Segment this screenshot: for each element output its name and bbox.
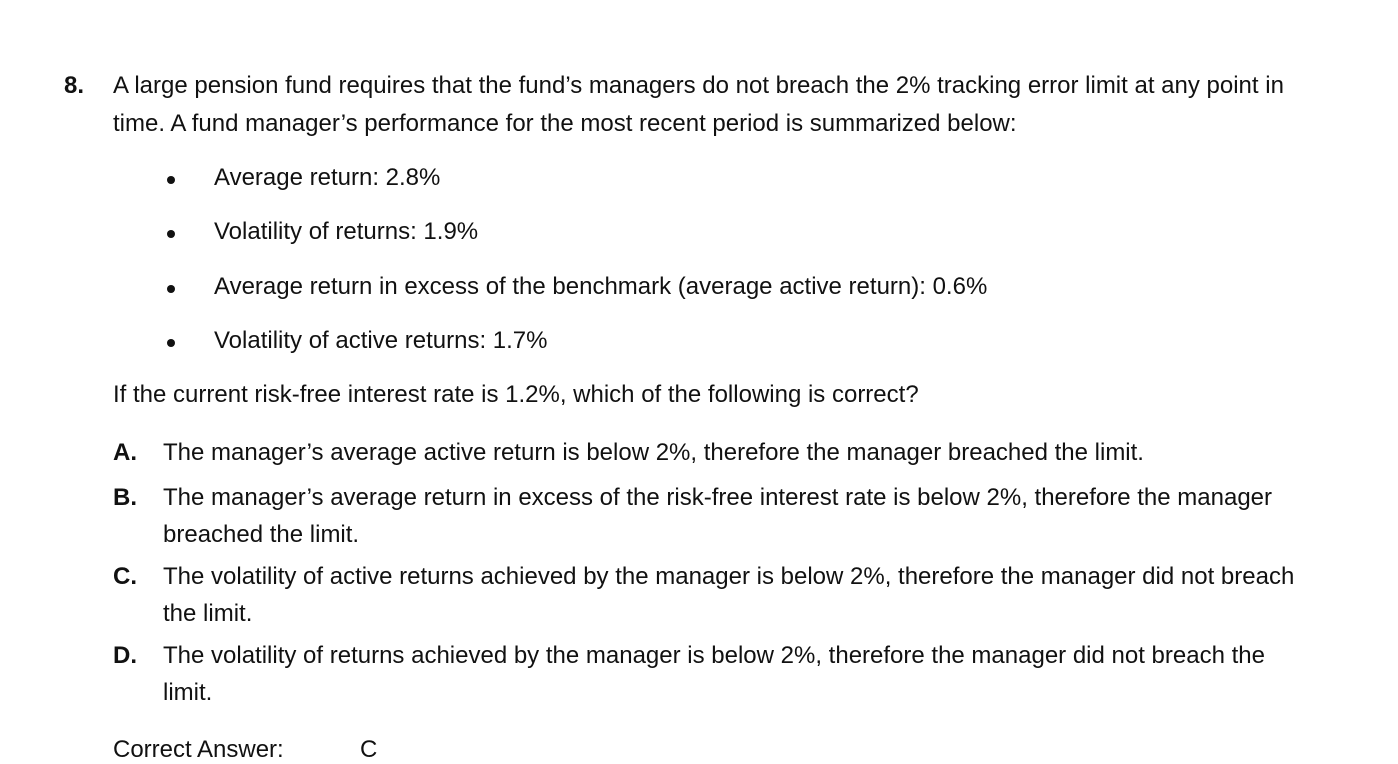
option-text-line: breached the limit. — [163, 521, 360, 548]
option-text-line: The volatility of returns achieved by the manager is below 2%, therefore the manager did not breach the — [163, 642, 1265, 669]
bullet-icon — [167, 230, 175, 238]
option-text-line: the limit. — [163, 600, 253, 627]
question-stem-line-1: A large pension fund requires that the fund’s managers do not breach the 2% tracking error limit at any point in — [113, 72, 1284, 99]
correct-answer-value: C — [360, 736, 378, 763]
bullet-text: Volatility of active returns: 1.7% — [214, 327, 548, 354]
bullet-icon — [167, 285, 175, 293]
option-text-line: The volatility of active returns achieved by the manager is below 2%, therefore the manager did not breach — [163, 563, 1295, 590]
correct-answer-label: Correct Answer: — [113, 736, 284, 763]
question-stem-line-2: time. A fund manager’s performance for the most recent period is summarized below: — [113, 110, 1017, 137]
option-letter: A. — [113, 439, 137, 466]
bullet-icon — [167, 176, 175, 184]
option-letter: B. — [113, 484, 137, 511]
question-prompt: If the current risk-free interest rate is 1.2%, which of the following is correct? — [113, 381, 919, 408]
option-text-line: limit. — [163, 679, 213, 706]
option-letter: C. — [113, 563, 137, 590]
bullet-text: Volatility of returns: 1.9% — [214, 218, 479, 245]
bullet-text: Average return in excess of the benchmark (average active return): 0.6% — [214, 273, 988, 300]
option-letter: D. — [113, 642, 137, 669]
option-text-line: The manager’s average return in excess of the risk-free interest rate is below 2%, therefore the manager — [163, 484, 1273, 511]
bullet-icon — [167, 339, 175, 347]
bullet-text: Average return: 2.8% — [214, 164, 441, 191]
option-text-line: The manager’s average active return is below 2%, therefore the manager breached the limit. — [163, 439, 1144, 466]
question-number: 8. — [64, 72, 85, 99]
